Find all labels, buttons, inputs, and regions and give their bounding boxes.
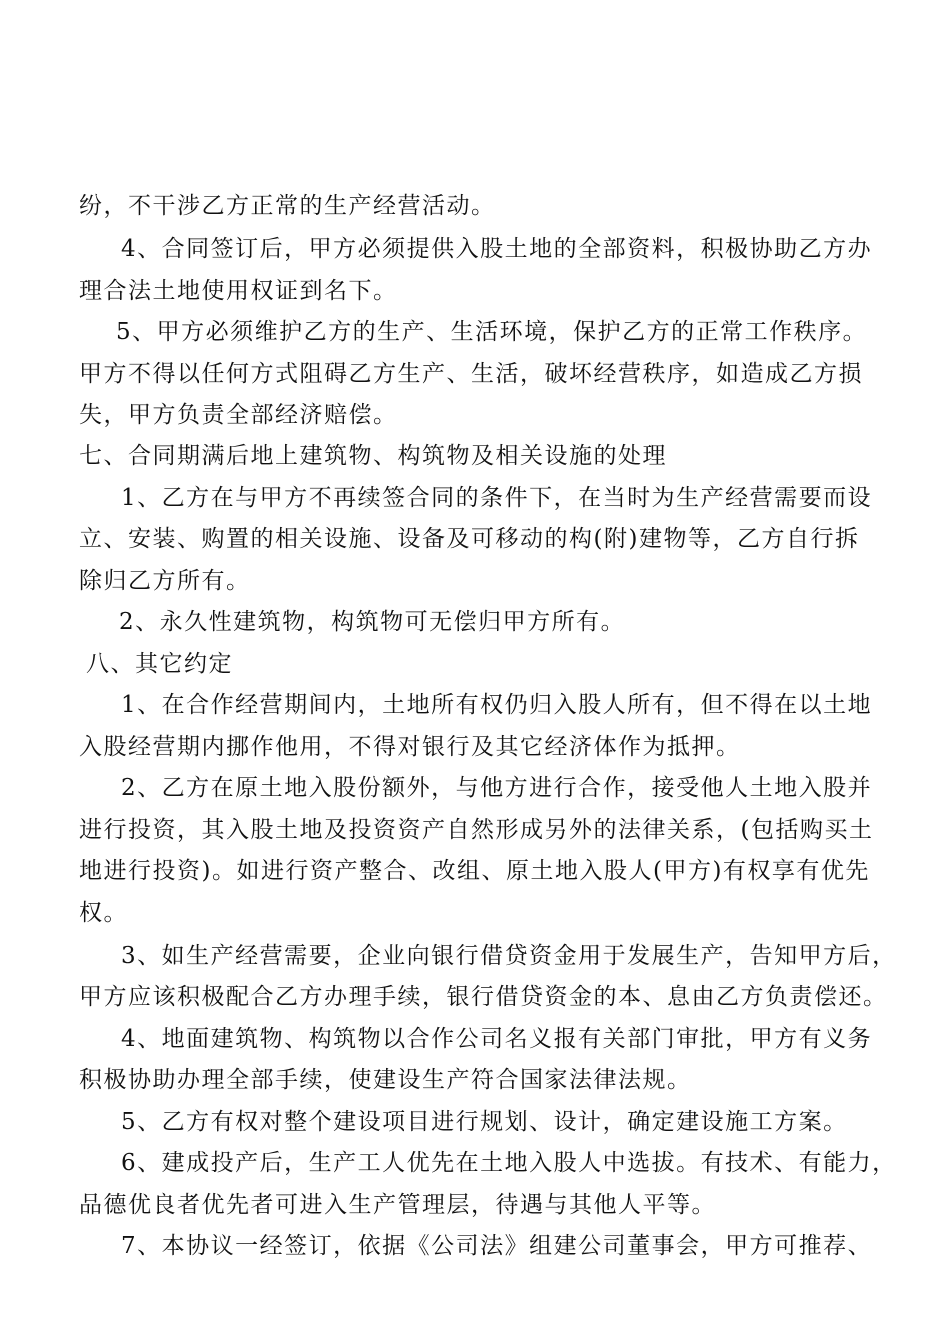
- text-line: 理合法土地使用权证到名下。: [79, 278, 398, 304]
- text-line: 4、地面建筑物、构筑物以合作公司名义报有关部门审批，甲方有义务: [121, 1026, 873, 1052]
- text-line: 4、合同签订后，甲方必须提供入股土地的全部资料，积极协助乙方办: [121, 236, 873, 262]
- text-line: 立、安装、购置的相关设施、设备及可移动的构(附)建物等，乙方自行拆: [79, 526, 860, 552]
- text-line: 7、本协议一经签订，依据《公司法》组建公司董事会，甲方可推荐、: [121, 1233, 873, 1259]
- text-line: 5、甲方必须维护乙方的生产、生活环境，保护乙方的正常工作秩序。: [116, 319, 868, 345]
- text-line: 3、如生产经营需要，企业向银行借贷资金用于发展生产，告知甲方后，: [121, 943, 897, 969]
- text-line: 甲方不得以任何方式阻碍乙方生产、生活，破坏经营秩序，如造成乙方损: [79, 361, 863, 387]
- text-line: 纷，不干涉乙方正常的生产经营活动。: [79, 193, 496, 219]
- text-line: 甲方应该积极配合乙方办理手续，银行借贷资金的本、息由乙方负责偿还。: [79, 984, 888, 1010]
- text-line: 2、永久性建筑物，构筑物可无偿归甲方所有。: [119, 609, 626, 635]
- section-heading: 八、其它约定: [86, 651, 233, 677]
- text-line: 1、乙方在与甲方不再续签合同的条件下，在当时为生产经营需要而设: [121, 485, 873, 511]
- text-line: 积极协助办理全部手续，使建设生产符合国家法律法规。: [79, 1067, 692, 1093]
- section-heading: 七、合同期满后地上建筑物、构筑物及相关设施的处理: [79, 443, 667, 469]
- text-line: 1、在合作经营期间内，土地所有权仍归入股人所有，但不得在以土地: [121, 692, 873, 718]
- text-line: 入股经营期内挪作他用，不得对银行及其它经济体作为抵押。: [79, 734, 741, 760]
- text-line: 2、乙方在原土地入股份额外，与他方进行合作，接受他人土地入股并: [121, 775, 873, 801]
- text-line: 6、建成投产后，生产工人优先在土地入股人中选拔。有技术、有能力，: [121, 1150, 897, 1176]
- text-line: 失，甲方负责全部经济赔偿。: [79, 402, 398, 428]
- text-line: 权。: [79, 900, 128, 926]
- text-line: 5、乙方有权对整个建设项目进行规划、设计，确定建设施工方案。: [121, 1109, 848, 1135]
- text-line: 地进行投资)。如进行资产整合、改组、原土地入股人(甲方)有权享有优先: [79, 858, 870, 884]
- text-line: 除归乙方所有。: [79, 568, 251, 594]
- text-line: 进行投资，其入股土地及投资资产自然形成另外的法律关系，(包括购买土: [79, 817, 874, 843]
- text-line: 品德优良者优先者可进入生产管理层，待遇与其他人平等。: [79, 1192, 716, 1218]
